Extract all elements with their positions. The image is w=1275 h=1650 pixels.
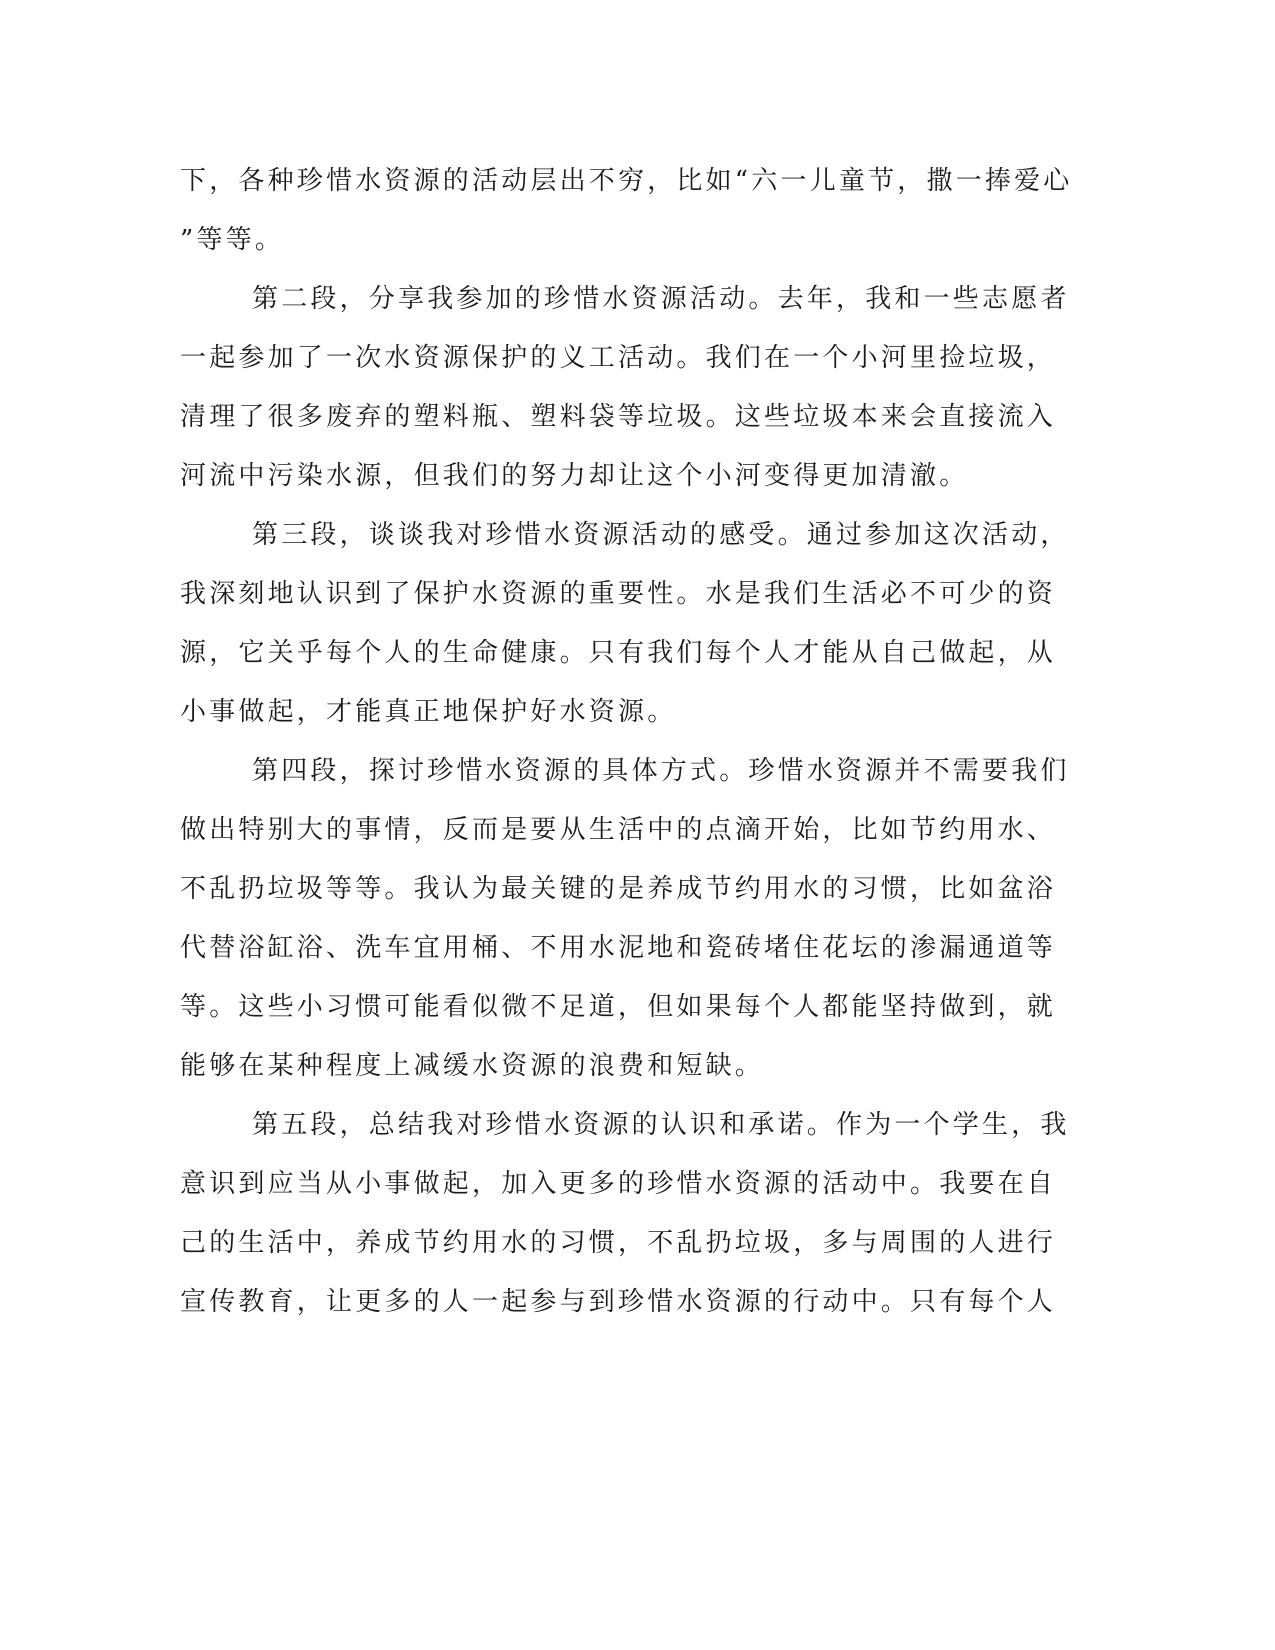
text-line: 代替浴缸浴、洗车宜用桶、不用水泥地和瓷砖堵住花坛的渗漏通道等	[180, 933, 1057, 963]
text-line: 不乱扔垃圾等等。我认为最关键的是养成节约用水的习惯，比如盆浴	[180, 874, 1057, 904]
text-line: 做出特别大的事情，反而是要从生活中的点滴开始，比如节约用水、	[180, 815, 1057, 845]
text-line: 宣传教育，让更多的人一起参与到珍惜水资源的行动中。只有每个人	[180, 1287, 1057, 1317]
text-line: 意识到应当从小事做起，加入更多的珍惜水资源的活动中。我要在自	[180, 1169, 1057, 1199]
text-line: 小事做起，才能真正地保护好水资源。	[180, 697, 677, 727]
text-line: 等。这些小习惯可能看似微不足道，但如果每个人都能坚持做到，就	[180, 992, 1057, 1022]
body-text	[180, 152, 1073, 1332]
text-line: 下，各种珍惜水资源的活动层出不穷，比如“六一儿童节，撒一捧爱心	[180, 166, 1073, 196]
text-line: ”等等。	[180, 225, 285, 255]
text-line: 一起参加了一次水资源保护的义工活动。我们在一个小河里捡垃圾，	[180, 343, 1057, 373]
text-line: 清理了很多废弃的塑料瓶、塑料袋等垃圾。这些垃圾本来会直接流入	[180, 402, 1057, 432]
text-line: 己的生活中，养成节约用水的习惯，不乱扔垃圾，多与周围的人进行	[180, 1228, 1057, 1258]
paragraph-start-line: 第二段，分享我参加的珍惜水资源活动。去年，我和一些志愿者	[252, 284, 1070, 314]
paragraph-start-line: 第四段，探讨珍惜水资源的具体方式。珍惜水资源并不需要我们	[252, 756, 1070, 786]
paragraph-start-line: 第五段，总结我对珍惜水资源的认识和承诺。作为一个学生，我	[252, 1110, 1070, 1140]
text-line: 源，它关乎每个人的生命健康。只有我们每个人才能从自己做起，从	[180, 638, 1057, 668]
text-line: 河流中污染水源，但我们的努力却让这个小河变得更加清澈。	[180, 461, 969, 491]
paragraph-start-line: 第三段，谈谈我对珍惜水资源活动的感受。通过参加这次活动，	[252, 520, 1070, 550]
text-line: 我深刻地认识到了保护水资源的重要性。水是我们生活必不可少的资	[180, 579, 1057, 609]
text-line: 能够在某种程度上减缓水资源的浪费和短缺。	[180, 1051, 765, 1081]
